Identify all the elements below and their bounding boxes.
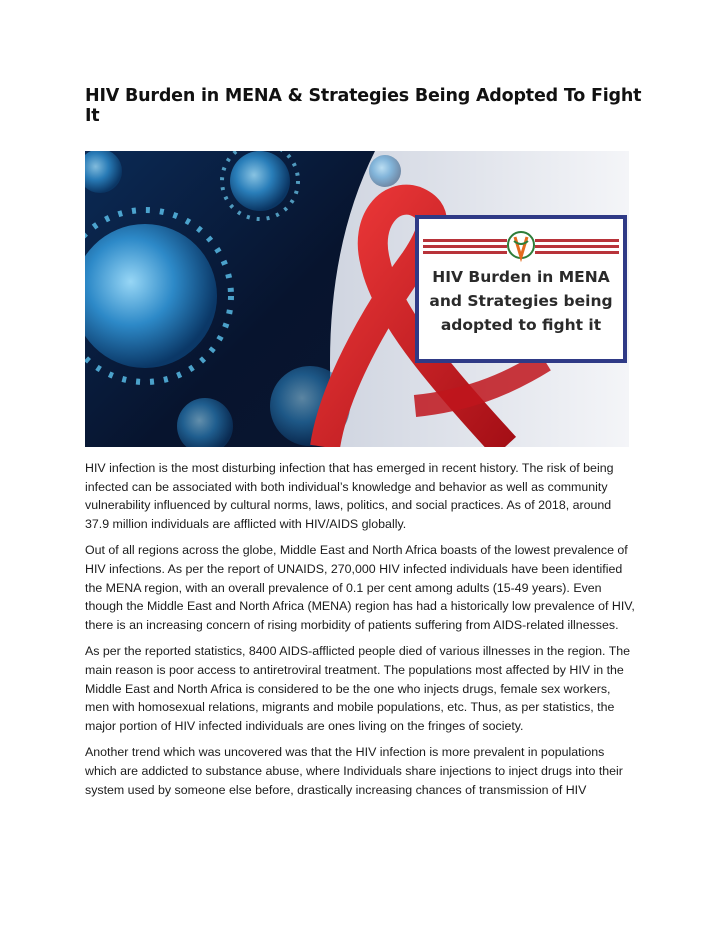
paragraph-4: Another trend which was uncovered was that the HIV infection is more prevalent in populations which are addicted to substance abuse, where Individuals share injections to inject drugs into their system used by someone else before, drastically increasing chances of transmission of HIV [85, 745, 623, 797]
banner-text [419, 265, 623, 337]
caduceus-logo-icon [508, 232, 534, 258]
paragraph-3: As per the reported statistics, 8400 AIDS-afflicted people died of various illnesses in the region. The main reason is poor access to antiretroviral treatment. The populations most affected by HIV in the Middle East and North Africa is considered to be the one who injects drugs, female sex workers, men with homosexual relations, migrants and mobile populations, etc. Thus, as per statistics, the major portion of HIV infected individuals are ones living on the fringes of society. [85, 644, 631, 733]
paragraph-2: Out of all regions across the globe, Middle East and North Africa boasts of the lowest prevalence of HIV infections. As per the report of UNAIDS, 270,000 HIV infected individuals have been identified the MENA region, with an overall prevalence of 0.1 per cent among adults (15-49 years). Even though the Middle East and North Africa (MENA) region has had a historically low prevalence of HIV, there is an increasing concern of rising morbidity of patients suffering from AIDS-related illnesses. [85, 543, 635, 632]
banner-line-1: HIV Burden in MENA [432, 268, 610, 286]
title-banner [415, 215, 627, 363]
hero-image [85, 151, 629, 447]
page-title: HIV Burden in MENA & Strategies Being Adopted To Fight It [85, 86, 642, 126]
paragraph-1: HIV infection is the most disturbing infection that has emerged in recent history. The risk of being infected can be associated with both individual’s knowledge and behavior as well as community vulnerability influenced by cultural norms, laws, politics, and social practices. As of 2018, around 37.9 million individuals are afflicted with HIV/AIDS globally. [85, 461, 614, 531]
article-body [85, 459, 637, 807]
banner-stripes [419, 225, 623, 265]
banner-line-2: and Strategies being [429, 292, 613, 310]
banner-line-3: adopted to fight it [440, 316, 602, 334]
